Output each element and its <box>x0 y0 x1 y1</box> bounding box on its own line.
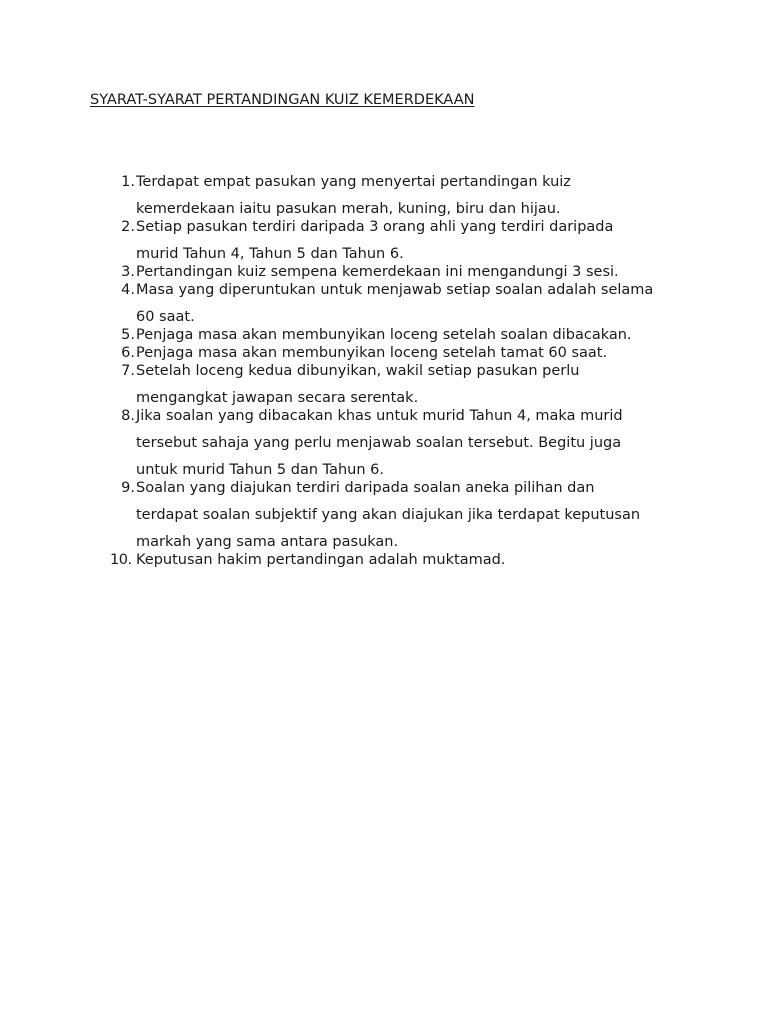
rule-text <box>136 218 710 263</box>
rule-number: 1. <box>121 174 135 190</box>
rule-item-9 <box>110 479 710 551</box>
rule-item-3 <box>110 263 710 281</box>
rule-line: mengangkat jawapan secara serentak. <box>136 390 419 406</box>
rule-number: 10. <box>110 552 132 568</box>
document-title: SYARAT-SYARAT PERTANDINGAN KUIZ KEMERDEKAAN <box>90 92 475 108</box>
rule-number: 9. <box>121 480 135 496</box>
rule-line: Pertandingan kuiz sempena kemerdekaan ini mengandungi 3 sesi. <box>136 264 619 280</box>
rule-text <box>136 407 710 479</box>
rule-text <box>136 551 710 569</box>
rule-line: untuk murid Tahun 5 dan Tahun 6. <box>136 462 384 478</box>
rule-text <box>136 326 710 344</box>
rule-line: Setiap pasukan terdiri daripada 3 orang ahli yang terdiri daripada <box>136 219 614 235</box>
rule-text <box>136 344 710 362</box>
rule-number: 8. <box>121 408 135 424</box>
rule-number: 6. <box>121 345 135 361</box>
rule-line: kemerdekaan iaitu pasukan merah, kuning, biru dan hijau. <box>136 201 561 217</box>
rule-line: 60 saat. <box>136 309 195 325</box>
rule-item-4 <box>110 281 710 326</box>
rule-item-8 <box>110 407 710 479</box>
rule-line: Penjaga masa akan membunyikan loceng setelah tamat 60 saat. <box>136 345 608 361</box>
rule-line: Keputusan hakim pertandingan adalah muktamad. <box>136 552 506 568</box>
rule-line: Masa yang diperuntukan untuk menjawab setiap soalan adalah selama <box>136 282 654 298</box>
rule-line: Terdapat empat pasukan yang menyertai pertandingan kuiz <box>136 174 571 190</box>
rule-line: tersebut sahaja yang perlu menjawab soalan tersebut. Begitu juga <box>136 435 622 451</box>
rule-item-6 <box>110 344 710 362</box>
rule-text <box>136 479 710 551</box>
rule-text <box>136 362 710 407</box>
rule-item-1 <box>110 173 710 218</box>
rule-line: markah yang sama antara pasukan. <box>136 534 399 550</box>
rule-item-7 <box>110 362 710 407</box>
rule-text <box>136 281 710 326</box>
rule-line: murid Tahun 4, Tahun 5 dan Tahun 6. <box>136 246 404 262</box>
rules-list <box>110 173 710 569</box>
rule-line: Setelah loceng kedua dibunyikan, wakil setiap pasukan perlu <box>136 363 580 379</box>
rule-number: 4. <box>121 282 135 298</box>
rule-text <box>136 173 710 218</box>
rule-item-5 <box>110 326 710 344</box>
rule-line: Jika soalan yang dibacakan khas untuk murid Tahun 4, maka murid <box>136 408 623 424</box>
rule-number: 3. <box>121 264 135 280</box>
rule-line: Soalan yang diajukan terdiri daripada soalan aneka pilihan dan <box>136 480 595 496</box>
rule-item-2 <box>110 218 710 263</box>
rule-line: terdapat soalan subjektif yang akan diajukan jika terdapat keputusan <box>136 507 641 523</box>
rule-text <box>136 263 710 281</box>
rule-number: 7. <box>121 363 135 379</box>
rule-line: Penjaga masa akan membunyikan loceng setelah soalan dibacakan. <box>136 327 632 343</box>
rule-number: 2. <box>121 219 135 235</box>
rule-number: 5. <box>121 327 135 343</box>
rule-item-10 <box>110 551 710 569</box>
